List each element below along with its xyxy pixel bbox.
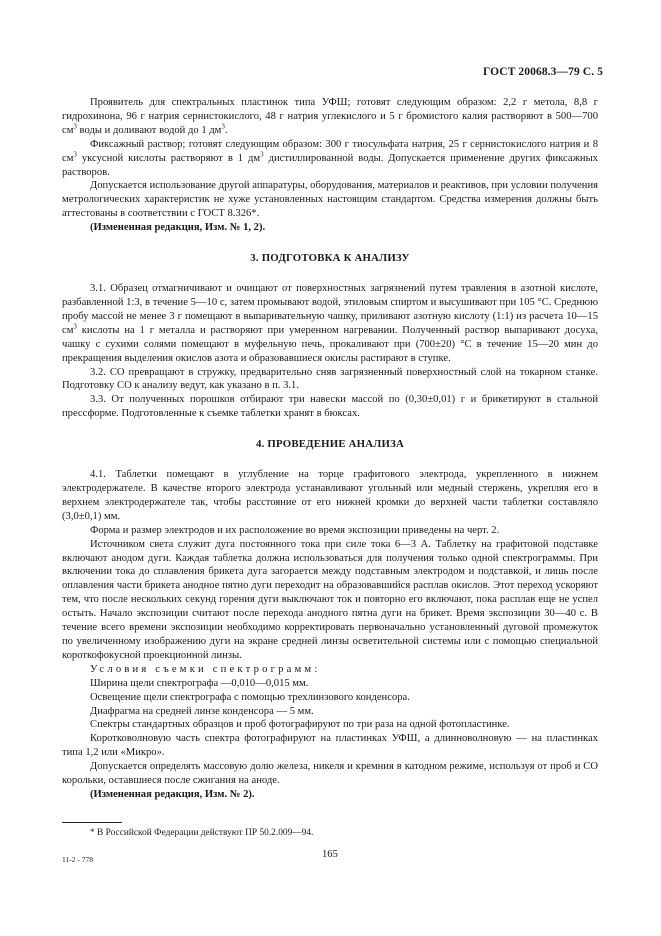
- section-3-title: 3. ПОДГОТОВКА К АНАЛИЗУ: [250, 252, 410, 265]
- body-text: [62, 96, 598, 802]
- amendment-note-2: (Измененная редакция, Изм. № 2).: [90, 788, 255, 800]
- page-header: ГОСТ 20068.3—79 С. 5: [482, 66, 603, 78]
- paragraph-4-1: 4.1. Таблетки помещают в углубление на торце графитового электрода, укрепленного в нижнем электродержателе. В качестве второго электрода устанавливают угольный или медный стержень, укрепляя его в верхнем электродержателе так, чтобы расстояние от его нижней кромки до верхней части таблетки составляло (3,0±0,1) мм.: [62, 469, 598, 522]
- paragraph-fixer: Фиксажный раствор; готовят следующим образом: 300 г тиосульфата натрия, 25 г сернистокислого натрия и 8 $см^3$ уксусной кислоты растворяют в 1 $дм^3$ дистиллированной воды. Допускается применение других фиксажных растворов.: [62, 138, 598, 178]
- paragraph-developer: Проявитель для спектральных пластинок типа УФШ; готовят следующим образом: 2,2 г метола, 8,8 г гидрохинона, 96 г натрия сернистокислого, 48 г натрия углекислого и 5 г бромистого калия растворяют в 500—700 $см^3$ воды и доливают водой до 1 $дм^3$.: [62, 97, 598, 136]
- paragraph-cathode: Допускается определять массовую долю железа, никеля и кремния в катодном режиме, используя от проб и СО корольки, оставшиеся после сжигания на аноде.: [62, 761, 598, 787]
- paragraph-3-3: 3.3. От полученных порошков отбирают три навески массой по (0,30±0,01) г и брикетируют в стальной прессформе. Подготовленные к съемке таблетки хранят в бюксах.: [62, 394, 598, 420]
- footnote-divider: [62, 822, 122, 823]
- paragraph-3-1: 3.1. Образец отмагничивают и очищают от поверхностных загрязнений путем травления в азотной кислоте, разбавленной 1:3, в течение 5—10 с, затем промывают водой, этиловым спиртом и высушивают при 105 °С. Среднюю пробу массой не менее 3 г помещают в выпаривательную чашку, приливают азотную кислоту (1:1) из расчета 10—15 $см^3$ кислоты на 1 г металла и растворяют при умеренном нагревании. Полученный раствор выпаривают досуха, чашку с сухими солями помещают в муфельную печь, прокаливают при (700±20) °С в течение 15—20 мин до прекращения выделения окислов азота и образовавшиеся окислы растирают в ступке.: [62, 283, 598, 364]
- amendment-note: (Измененная редакция, Изм. № 1, 2).: [90, 222, 266, 234]
- paragraph-diaphragm: Диафрагма на средней линзе конденсора — 5 мм.: [90, 705, 314, 717]
- page-number: 165: [322, 849, 338, 860]
- section-4-title: 4. ПРОВЕДЕНИЕ АНАЛИЗА: [256, 438, 404, 451]
- print-code: 11-2 - 778: [62, 855, 93, 864]
- paragraph-3-2: 3.2. СО превращают в стружку, предварительно сняв загрязненный поверхностный слой на токарном станке. Подготовку СО к анализу ведут, как указано в п. 3.1.: [62, 366, 598, 392]
- paragraph-arc: Источником света служит дуга постоянного тока при силе тока 6—3 А. Таблетку на графитовой подставке включают анодом дуги. Каждая таблетка должна использоваться для получения только одной спектрограммы. При включении тока до сплавления брикета дуга загорается между подставным электродом и подставкой, и лишь после оплавления части брикета анодное пятно дуги переходит на образовавшийся расплав окислов. Этот переход ускоряют тем, что после нескольких секунд горения дуги выключают ток и повторно его включают, пока расплав еще не успел остыть. Начало экспозиции считают после перехода анодного пятна дуги на брикет. Время экспозиции 30—40 с. В течение всего времени экспозиции необходимо корректировать первоначально установленный дуговой промежуток по увеличенному изображению дуги на экране средней линзы осветительной системы или с помощью специальной короткофокусной проекционной линзы.: [62, 538, 598, 661]
- paragraph-shortwave: Коротковолновую часть спектра фотографируют на пластинках УФШ, а длинноволновую — на пластинках типа 1,2 или «Микро».: [62, 733, 598, 759]
- paragraph-conditions: Условия съемки спектрограмм:: [90, 663, 321, 675]
- footnote: * В Российской Федерации действуют ПР 50.2.009—94.: [90, 828, 314, 838]
- paragraph-slit: Ширина щели спектрографа —0,010—0,015 мм.: [90, 677, 309, 689]
- paragraph-electrodes: Форма и размер электродов и их расположение во время экспозиции приведены на черт. 2.: [90, 524, 500, 536]
- paragraph-spectra: Спектры стандартных образцов и проб фотографируют по три раза на одной фотопластинке.: [90, 719, 510, 731]
- paragraph-illumination: Освещение щели спектрографа с помощью трехлинзового конденсора.: [90, 691, 410, 703]
- paragraph-equipment: Допускается использование другой аппаратуры, оборудования, материалов и реактивов, при условии получения метрологических характеристик не хуже установленных настоящим стандартом. Средства измерения должны быть аттестованы в соответствии с ГОСТ 8.326*.: [62, 180, 598, 220]
